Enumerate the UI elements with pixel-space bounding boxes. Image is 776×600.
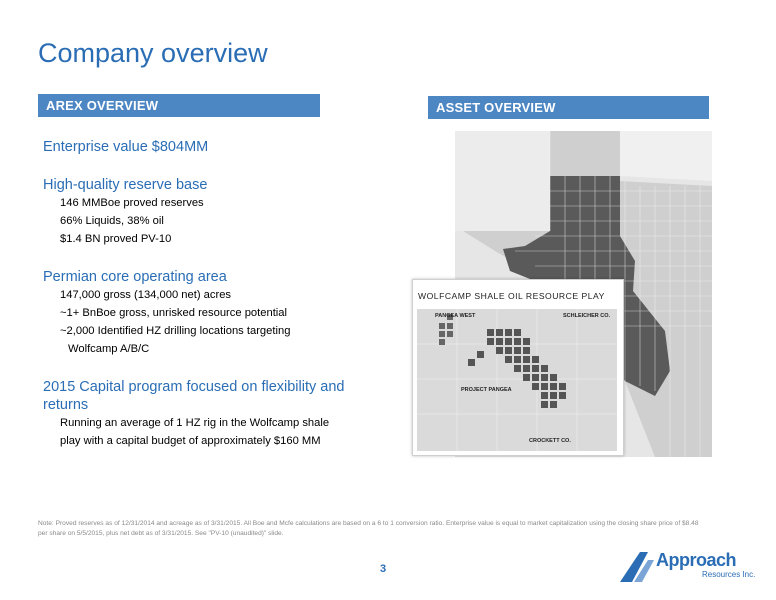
wolfcamp-inset-map	[412, 279, 624, 456]
page-number: 3	[380, 563, 387, 575]
permian-bullet: 147,000 gross (134,000 net) acres	[60, 289, 232, 301]
asset-overview-header: ASSET OVERVIEW	[428, 96, 709, 119]
arex-overview-content	[43, 138, 363, 450]
footnote	[38, 519, 738, 539]
capital-heading: 2015 Capital program focused on flexibility and	[43, 379, 345, 395]
crockett-label: CROCKETT CO.	[529, 438, 571, 444]
inset-map-area	[417, 309, 617, 451]
inset-title: WOLFCAMP SHALE OIL RESOURCE PLAY	[418, 291, 605, 301]
permian-heading: Permian core operating area	[43, 269, 227, 285]
permian-bullet: ~1+ BnBoe gross, unrisked resource potential	[60, 307, 287, 319]
pangea-west-label: PANGEA WEST	[435, 313, 476, 319]
page-title: Company overview	[38, 38, 268, 68]
logo-sub: Resources Inc.	[702, 570, 756, 579]
capital-body: Running an average of 1 HZ rig in the Wolfcamp shale	[60, 417, 330, 429]
schleicher-label: SCHLEICHER CO.	[563, 313, 611, 319]
permian-bullet-continuation: Wolfcamp A/B/C	[68, 343, 150, 355]
capital-body-line2: play with a capital budget of approximately $160 MM	[60, 435, 321, 447]
footnote-line: Note: Proved reserves as of 12/31/2014 and acreage as of 3/31/2015. All Boe and Mcfe calculations are based on a 6 to 1 conversion ratio. Enterprise value is equal to market capitalization using the closing share price of $8.48	[38, 520, 699, 527]
footnote-line2: per share on 5/5/2015, plus net debt as of 3/31/2015. See "PV-10 (unaudited)" slide.	[38, 530, 284, 537]
reserve-heading: High-quality reserve base	[43, 177, 208, 193]
enterprise-value: Enterprise value $804MM	[43, 139, 209, 155]
logo-mark-icon	[620, 552, 656, 582]
approach-logo	[618, 548, 768, 584]
logo-name: Approach	[656, 550, 737, 570]
project-pangea-label: PROJECT PANGEA	[461, 387, 512, 393]
reserve-bullet: $1.4 BN proved PV-10	[60, 233, 172, 245]
reserve-bullet: 146 MMBoe proved reserves	[60, 197, 204, 209]
reserve-bullet: 66% Liquids, 38% oil	[60, 215, 164, 227]
capital-heading-line2: returns	[43, 397, 89, 413]
permian-bullet: ~2,000 Identified HZ drilling locations targeting	[60, 325, 291, 337]
arex-overview-header: AREX OVERVIEW	[38, 94, 320, 117]
acreage-graphic	[417, 309, 617, 451]
